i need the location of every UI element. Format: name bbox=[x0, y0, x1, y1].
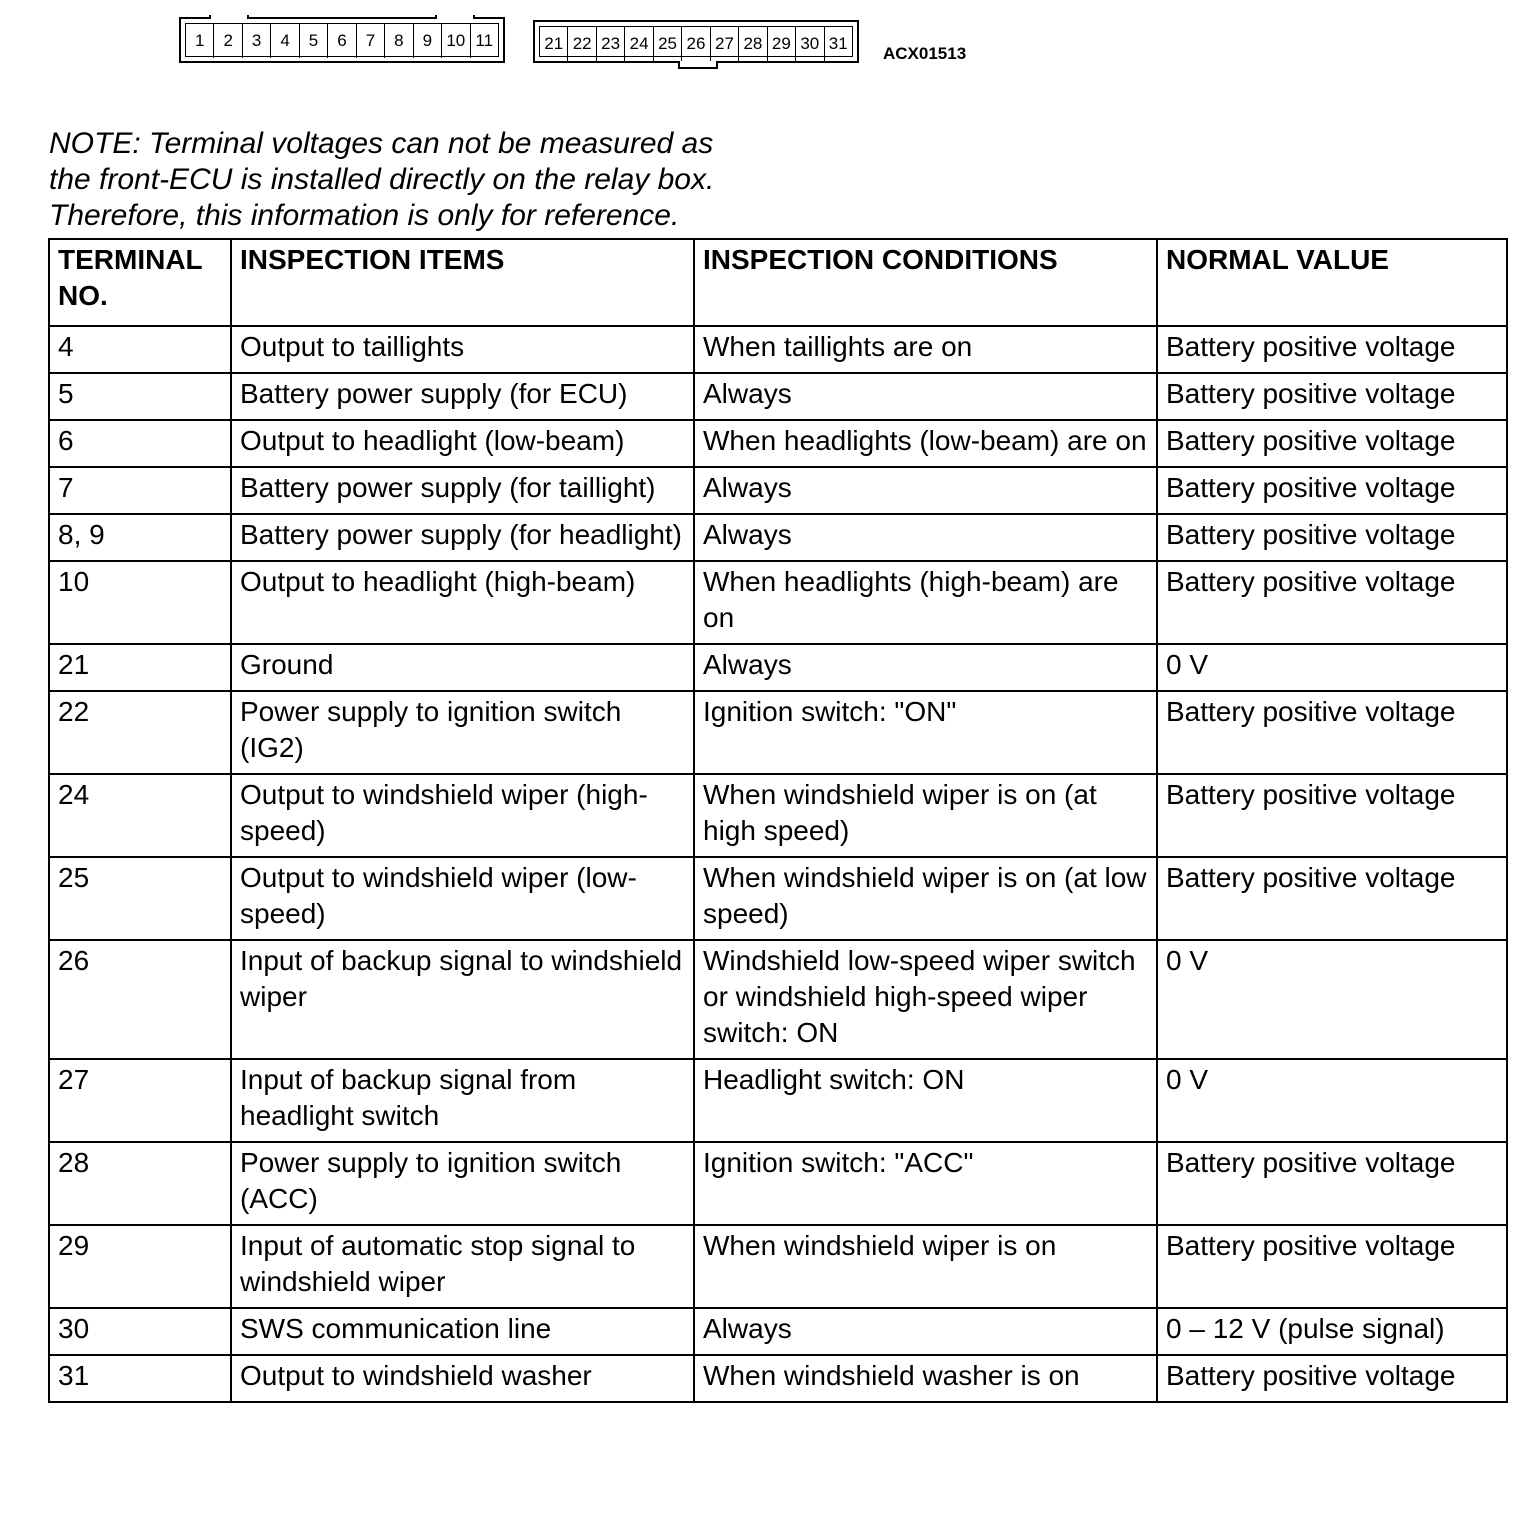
connector-pin: 31 bbox=[828, 34, 848, 53]
figure-code: ACX01513 bbox=[883, 44, 967, 63]
terminal-inspection-table bbox=[48, 238, 1508, 1403]
normal-value-cell: Battery positive voltage bbox=[1157, 774, 1507, 857]
connector-pin: 27 bbox=[711, 27, 739, 61]
connector-pin: 8 bbox=[385, 24, 413, 58]
terminal-cell: 4 bbox=[49, 326, 231, 373]
table-row bbox=[49, 1308, 1507, 1355]
inspection-item-cell: Output to headlight (low-beam) bbox=[231, 420, 694, 467]
header-value: NORMAL VALUE bbox=[1157, 239, 1507, 326]
inspection-condition-cell: Always bbox=[694, 514, 1157, 561]
inspection-item-cell: Power supply to ignition switch (ACC) bbox=[231, 1142, 694, 1225]
inspection-condition-cell: When windshield wiper is on (at high speed) bbox=[694, 774, 1157, 857]
table-row bbox=[49, 1059, 1507, 1142]
table-row bbox=[49, 857, 1507, 940]
connector-pin: 30 bbox=[796, 27, 824, 61]
note-line: NOTE: Terminal voltages can not be measured as bbox=[49, 127, 714, 160]
inspection-condition-cell: When taillights are on bbox=[694, 326, 1157, 373]
terminal-cell: 6 bbox=[49, 420, 231, 467]
inspection-condition-cell: Always bbox=[694, 467, 1157, 514]
terminal-cell: 21 bbox=[49, 644, 231, 691]
terminal-cell: 8, 9 bbox=[49, 514, 231, 561]
inspection-item-cell: Output to windshield wiper (low-speed) bbox=[231, 857, 694, 940]
connector-pin: 9 bbox=[414, 24, 442, 58]
terminal-cell: 28 bbox=[49, 1142, 231, 1225]
table-body bbox=[49, 326, 1507, 1402]
table-row bbox=[49, 644, 1507, 691]
inspection-item-cell: Input of backup signal from headlight switch bbox=[231, 1059, 694, 1142]
terminal-cell: 7 bbox=[49, 467, 231, 514]
note-line: Therefore, this information is only for reference. bbox=[49, 199, 680, 232]
inspection-condition-cell: When headlights (low-beam) are on bbox=[694, 420, 1157, 467]
inspection-condition-cell: Headlight switch: ON bbox=[694, 1059, 1157, 1142]
inspection-item-cell: Battery power supply (for taillight) bbox=[231, 467, 694, 514]
normal-value-cell: 0 V bbox=[1157, 940, 1507, 1059]
inspection-condition-cell: When windshield washer is on bbox=[694, 1355, 1157, 1402]
connector-pin: 6 bbox=[328, 24, 356, 58]
connector-a-pins bbox=[185, 23, 499, 57]
connector-key bbox=[678, 61, 718, 69]
connector-pin: 2 bbox=[214, 24, 242, 58]
inspection-condition-cell: Ignition switch: "ACC" bbox=[694, 1142, 1157, 1225]
header-terminal: TERMINAL NO. bbox=[49, 239, 231, 326]
table-header-row bbox=[49, 239, 1507, 326]
inspection-item-cell: Battery power supply (for ECU) bbox=[231, 373, 694, 420]
terminal-cell: 30 bbox=[49, 1308, 231, 1355]
inspection-condition-cell: When windshield wiper is on (at low speed) bbox=[694, 857, 1157, 940]
connector-pin: 1 bbox=[186, 24, 214, 58]
connector-pin: 3 bbox=[243, 24, 271, 58]
normal-value-cell: 0 V bbox=[1157, 1059, 1507, 1142]
connector-pin: 7 bbox=[357, 24, 385, 58]
normal-value-cell: Battery positive voltage bbox=[1157, 420, 1507, 467]
normal-value-cell: Battery positive voltage bbox=[1157, 691, 1507, 774]
table-row bbox=[49, 467, 1507, 514]
table-row bbox=[49, 940, 1507, 1059]
normal-value-cell: 0 V bbox=[1157, 644, 1507, 691]
connector-pin: 5 bbox=[300, 24, 328, 58]
connector-a-diagram bbox=[179, 17, 505, 63]
normal-value-cell: Battery positive voltage bbox=[1157, 467, 1507, 514]
inspection-condition-cell: Ignition switch: "ON" bbox=[694, 691, 1157, 774]
inspection-condition-cell: Always bbox=[694, 644, 1157, 691]
inspection-item-cell: Battery power supply (for headlight) bbox=[231, 514, 694, 561]
normal-value-cell: 0 – 12 V (pulse signal) bbox=[1157, 1308, 1507, 1355]
inspection-condition-cell: When headlights (high-beam) are on bbox=[694, 561, 1157, 644]
note-line: the front-ECU is installed directly on the relay box. bbox=[49, 163, 715, 196]
inspection-condition-cell: Always bbox=[694, 373, 1157, 420]
connector-notch bbox=[209, 15, 249, 19]
connector-pin: 25 bbox=[654, 27, 682, 61]
normal-value-cell: Battery positive voltage bbox=[1157, 1142, 1507, 1225]
inspection-item-cell: Output to headlight (high-beam) bbox=[231, 561, 694, 644]
normal-value-cell: Battery positive voltage bbox=[1157, 514, 1507, 561]
connector-b-pins bbox=[539, 26, 853, 57]
connector-pin: 29 bbox=[768, 27, 796, 61]
connector-pin: 28 bbox=[739, 27, 767, 61]
table-row bbox=[49, 420, 1507, 467]
terminal-cell: 25 bbox=[49, 857, 231, 940]
normal-value-cell: Battery positive voltage bbox=[1157, 561, 1507, 644]
table-row bbox=[49, 326, 1507, 373]
connector-pin: 24 bbox=[625, 27, 653, 61]
terminal-cell: 29 bbox=[49, 1225, 231, 1308]
table-row bbox=[49, 691, 1507, 774]
normal-value-cell: Battery positive voltage bbox=[1157, 1225, 1507, 1308]
inspection-item-cell: Output to taillights bbox=[231, 326, 694, 373]
normal-value-cell: Battery positive voltage bbox=[1157, 857, 1507, 940]
inspection-item-cell: Power supply to ignition switch (IG2) bbox=[231, 691, 694, 774]
normal-value-cell: Battery positive voltage bbox=[1157, 1355, 1507, 1402]
table-row bbox=[49, 561, 1507, 644]
table-row bbox=[49, 373, 1507, 420]
connector-pin: 21 bbox=[540, 27, 568, 61]
inspection-condition-cell: Always bbox=[694, 1308, 1157, 1355]
table-row bbox=[49, 1225, 1507, 1308]
terminal-cell: 10 bbox=[49, 561, 231, 644]
inspection-item-cell: Output to windshield washer bbox=[231, 1355, 694, 1402]
header-conditions: INSPECTION CONDITIONS bbox=[694, 239, 1157, 326]
terminal-cell: 27 bbox=[49, 1059, 231, 1142]
table-row bbox=[49, 514, 1507, 561]
table-row bbox=[49, 1142, 1507, 1225]
normal-value-cell: Battery positive voltage bbox=[1157, 326, 1507, 373]
table-row bbox=[49, 774, 1507, 857]
connector-notch bbox=[435, 15, 475, 19]
connector-pin: 11 bbox=[475, 31, 494, 50]
connector-pin: 4 bbox=[271, 24, 299, 58]
terminal-cell: 24 bbox=[49, 774, 231, 857]
connector-pin: 26 bbox=[682, 27, 710, 61]
inspection-item-cell: Input of automatic stop signal to windshield wiper bbox=[231, 1225, 694, 1308]
connector-b-diagram bbox=[533, 20, 859, 63]
note bbox=[49, 126, 809, 234]
connector-pin: 10 bbox=[442, 24, 470, 58]
inspection-condition-cell: When windshield wiper is on bbox=[694, 1225, 1157, 1308]
inspection-item-cell: SWS communication line bbox=[231, 1308, 694, 1355]
connector-pin: 23 bbox=[597, 27, 625, 61]
terminal-cell: 31 bbox=[49, 1355, 231, 1402]
inspection-item-cell: Input of backup signal to windshield wiper bbox=[231, 940, 694, 1059]
inspection-condition-cell: Windshield low-speed wiper switch or windshield high-speed wiper switch: ON bbox=[694, 940, 1157, 1059]
terminal-cell: 26 bbox=[49, 940, 231, 1059]
terminal-cell: 5 bbox=[49, 373, 231, 420]
header-items: INSPECTION ITEMS bbox=[231, 239, 694, 326]
terminal-cell: 22 bbox=[49, 691, 231, 774]
inspection-item-cell: Output to windshield wiper (high-speed) bbox=[231, 774, 694, 857]
normal-value-cell: Battery positive voltage bbox=[1157, 373, 1507, 420]
inspection-item-cell: Ground bbox=[231, 644, 694, 691]
connector-pin: 22 bbox=[568, 27, 596, 61]
table-row bbox=[49, 1355, 1507, 1402]
